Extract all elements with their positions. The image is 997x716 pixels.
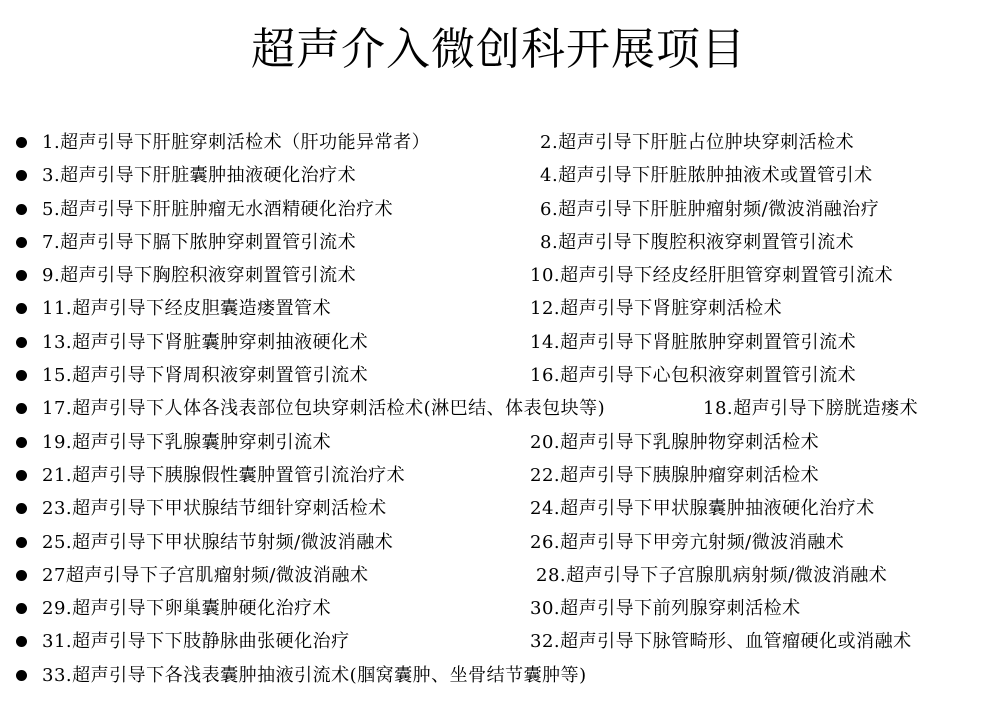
bullet-icon	[16, 270, 27, 281]
item-right: 14.超声引导下肾脏脓肿穿刺置管引流术	[530, 331, 857, 353]
list-item	[0, 160, 997, 193]
list-item	[0, 327, 997, 360]
project-list	[0, 127, 997, 693]
list-item	[0, 360, 997, 393]
bullet-icon	[16, 303, 27, 314]
item-right: 6.超声引导下肝脏肿瘤射频/微波消融治疗	[540, 198, 880, 220]
item-left: 31.超声引导下下肢静脉曲张硬化治疗	[42, 631, 350, 653]
item-right: 16.超声引导下心包积液穿刺置管引流术	[530, 365, 857, 387]
bullet-icon	[16, 470, 27, 481]
list-item	[0, 293, 997, 326]
bullet-icon	[16, 137, 27, 148]
list-item	[0, 560, 997, 593]
item-right: 32.超声引导下脉管畸形、血管瘤硬化或消融术	[530, 631, 912, 653]
page-title: 超声介入微创科开展项目	[251, 24, 746, 75]
list-item	[0, 660, 997, 693]
list-item	[0, 393, 997, 426]
item-left: 5.超声引导下肝脏肿瘤无水酒精硬化治疗术	[42, 198, 394, 220]
item-left: 17.超声引导下人体各浅表部位包块穿刺活检术(淋巴结、体表包块等)	[42, 398, 606, 420]
item-right: 12.超声引导下肾脏穿刺活检术	[530, 298, 783, 320]
item-right: 18.超声引导下膀胱造瘘术	[703, 398, 919, 420]
bullet-icon	[16, 370, 27, 381]
item-right: 24.超声引导下甲状腺囊肿抽液硬化治疗术	[530, 498, 875, 520]
list-item	[0, 194, 997, 227]
bullet-icon	[16, 204, 27, 215]
list-item	[0, 427, 997, 460]
item-left: 27超声引导下子宫肌瘤射频/微波消融术	[42, 564, 369, 586]
list-item	[0, 127, 997, 160]
item-right: 26.超声引导下甲旁亢射频/微波消融术	[530, 531, 845, 553]
bullet-icon	[16, 603, 27, 614]
bullet-icon	[16, 670, 27, 681]
item-right: 4.超声引导下肝脏脓肿抽液术或置管引术	[540, 165, 873, 187]
list-item	[0, 460, 997, 493]
bullet-icon	[16, 403, 27, 414]
item-right: 22.超声引导下胰腺肿瘤穿刺活检术	[530, 464, 820, 486]
item-left: 1.超声引导下肝脏穿刺活检术（肝功能异常者）	[42, 132, 431, 153]
bullet-icon	[16, 503, 27, 514]
item-left: 33.超声引导下各浅表囊肿抽液引流术(腘窝囊肿、坐骨结节囊肿等)	[42, 664, 587, 686]
bullet-icon	[16, 636, 27, 647]
list-item	[0, 626, 997, 659]
item-left: 13.超声引导下肾脏囊肿穿刺抽液硬化术	[42, 331, 369, 353]
bullet-icon	[16, 237, 27, 248]
bullet-icon	[16, 437, 27, 448]
item-right: 30.超声引导下前列腺穿刺活检术	[530, 598, 801, 620]
bullet-icon	[16, 537, 27, 548]
item-left: 3.超声引导下肝脏囊肿抽液硬化治疗术	[42, 165, 357, 187]
item-right: 2.超声引导下肝脏占位肿块穿刺活检术	[540, 132, 855, 153]
item-left: 21.超声引导下胰腺假性囊肿置管引流治疗术	[42, 464, 406, 486]
item-left: 23.超声引导下甲状腺结节细针穿刺活检术	[42, 498, 387, 520]
list-item	[0, 260, 997, 293]
item-right: 28.超声引导下子宫腺肌病射频/微波消融术	[536, 564, 888, 586]
item-right: 20.超声引导下乳腺肿物穿刺活检术	[530, 431, 820, 453]
list-item	[0, 593, 997, 626]
item-right: 10.超声引导下经皮经肝胆管穿刺置管引流术	[530, 265, 894, 287]
bullet-icon	[16, 570, 27, 581]
bullet-icon	[16, 337, 27, 348]
list-item	[0, 493, 997, 526]
item-left: 15.超声引导下肾周积液穿刺置管引流术	[42, 365, 369, 387]
item-left: 29.超声引导下卵巢囊肿硬化治疗术	[42, 598, 332, 620]
item-left: 7.超声引导下膈下脓肿穿刺置管引流术	[42, 231, 357, 253]
list-item	[0, 527, 997, 560]
item-right: 8.超声引导下腹腔积液穿刺置管引流术	[540, 231, 855, 253]
bullet-icon	[16, 170, 27, 181]
item-left: 11.超声引导下经皮胆囊造瘘置管术	[42, 298, 332, 320]
item-left: 9.超声引导下胸腔积液穿刺置管引流术	[42, 265, 357, 287]
item-left: 25.超声引导下甲状腺结节射频/微波消融术	[42, 531, 394, 553]
item-left: 19.超声引导下乳腺囊肿穿刺引流术	[42, 431, 332, 453]
list-item	[0, 227, 997, 260]
